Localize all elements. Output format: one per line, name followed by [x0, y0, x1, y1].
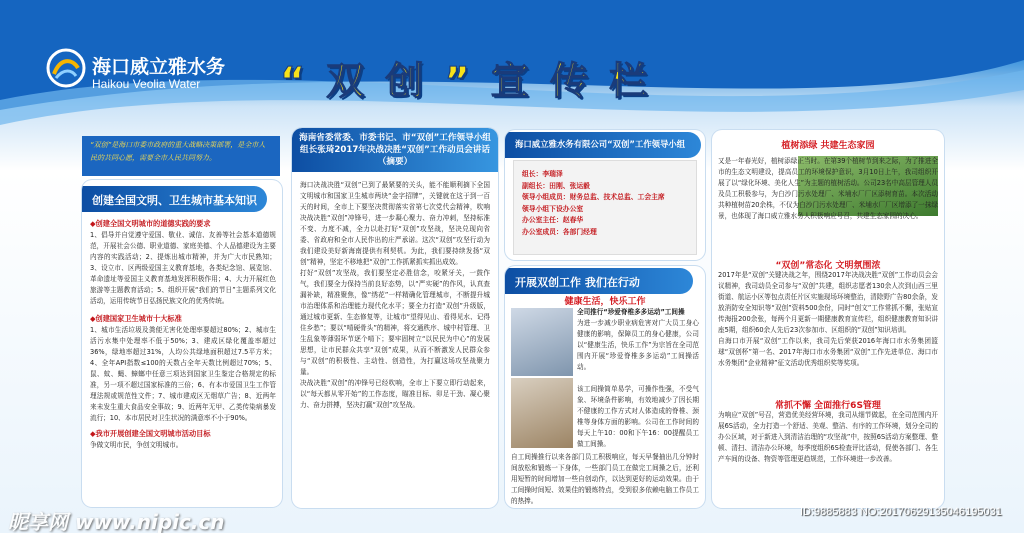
section-text-moral-practice: 1、倡导并自觉遵守爱国、敬业、诚信、友善等社会基本道德规范，开展社会公德、职业道德、家庭美德、个人品德建设为主要内容的实践活动；2、提炼出城市精神，并为广大市民熟知；3、设立市、区两级爱国主义教育基地，各类纪念馆、展览馆、革命遗址等爱国主义教育基地发挥积极作用；4、大力开展红色旅游等主题教育活动；5、组织开展“我们的节日”主题系列文化活动，运用传统节日弘扬民族文化的优秀传统。	[90, 231, 276, 305]
leader-line: 组长：李瑞泽	[522, 170, 563, 178]
speech-text: 海口决战决胜“双创”已到了最紧要的关头，能不能顺利摘下全国文明城市和国家卫生城市两块“金字招牌”，关键就在这于到一百天的时间，全市上下要坚决贯彻落实省第七次党代会精神，吹响决战决胜“双创”冲锋号，进一步凝心聚力、奋力冲刺，坚持标准不变、力度不减，全力以赴打好“双创”攻坚战，坚决兑现向省委、省政府和全市人民作出的庄严承诺。这次“双创”攻坚行动为我们建设美好新海南提供有利契机。为此，我们要持续发扬“双创”精神，坚定不移地把“双创”工作抓紧抓实抓出成效。 打好“双创”攻坚战，我们要坚定必胜信念，咬紧牙关，一鼓作气，我们要全力保持当前良好态势，以“严实硬”的作风，认真查漏补缺，精准聚焦，像“绣花”一样精确化管理城市，不断提升城市治理体系和治理能力现代化水平；要全力打造“双创”升级版，通过城市更新、生态修复等，让城市“望得见山、看得见水、记得住乡愁”；要以“啃硬骨头”的精神，将交通秩序、城中村管理、卫生乱象等薄弱环节逐个啃下；要牢固树立“以民民为中心”的发展思想，让市民群众共享“双创”成果，从而不断激发人民群众参与“双创”的积极性、主动性、创造性，为打赢这场攻坚战聚力量。 决战决胜“双创”的冲锋号已经吹响，全市上下要立即行动起来，以“每天都从零开始”的工作态度，瞄准目标、卯足干劲、凝心聚力、奋力拼搏，坚决打赢“双创”攻坚战。	[300, 181, 490, 409]
watermark-right: ID:9885883 NO:20170629135046195031	[800, 506, 1002, 518]
activity-text-1: 为进一步减少职业病危害对广大员工身心健康的影响，保障员工的身心健康，公司以“健康生活，快乐工作”为宗旨在全司范围内开展“珍爱脊椎多多运动”工间操活动。	[577, 319, 699, 371]
exercise-photo	[511, 308, 573, 376]
tree-planting-text: 又是一年春光好，植树添绿正当时。在第39个植树节到来之际，为了推进全市的生态文明建设，提高员工的环境保护意识，3月10日上午，我司组织开展了以“绿化环境、美化人生”为主题的植树活动。公司23名中高层管理人员及员工积极参与，为白沙门污水处理厂、米埔水厂厂区添树育苗。本次活动共种植树苗20余株，不仅为白沙门污水处理厂、米埔水厂厂区增添了一抹绿景，也体现了海口威立雅水务人积极响应号召，共建生态家园的决心。	[718, 157, 938, 220]
section-title-city-goal: ◆我市开展创建全国文明城市活动目标	[90, 429, 211, 438]
quote-box: “双创”是海口市委市政府的重大战略决策部署，是全市人民的共同心愿，需要全市人民共同努力。	[82, 136, 280, 176]
leader-line: 办公室主任：赵春华	[522, 216, 584, 224]
leader-line: 办公室成员：各部门经理	[522, 227, 597, 236]
tree-planting-title: 植树添绿 共建生态家园	[781, 141, 875, 151]
culture-title: “双创”常态化 文明氛围浓	[775, 261, 881, 271]
banner-civilization-knowledge: 创建全国文明、卫生城市基本知识	[82, 186, 267, 212]
page-title: “ 双 创 ” 宣 传 栏	[280, 59, 652, 103]
leader-line: 领导小组下设办公室	[522, 204, 584, 213]
veolia-logo-icon	[46, 48, 86, 88]
section-title-hygiene-standards: ◆创建国家卫生城市十大标准	[90, 314, 182, 323]
banner-leading-group: 海口威立雅水务有限公司“双创”工作领导小组	[505, 132, 701, 158]
watermark-left: 昵享网 www.nipic.cn	[8, 510, 225, 533]
culture-text: 2017年是“双创”关键决战之年，围绕2017年决战决胜“双创”工作动员会会议精神，我司动员全司参与“双创”共建，组织志愿者130余人次到山西三里街道、航运小区等包点责任片区实施现场环境整治，清除野广告80余条，发放消防安全知识等“双创”资料500余份，同时“创文”工作常抓不懈，张贴宣传海报200余张，每两个月更新一期健康教育宣传栏，组织健康教育知识讲座5期，组织60余人先后23次参加市、区组织的“双创”知识培训。 自海口市开展“双创”工作以来，我司先后荣获2016年海口市水务集团篮球“双创杯”第一名、2017年海口市水务集团“双创”工作先进单位、海口市水务集团“企业精神”征文活动优秀组织奖等奖项。	[718, 271, 938, 367]
company-name-en: Haikou Veolia Water	[92, 77, 201, 91]
panel-leading-group	[505, 130, 705, 260]
panel-activity	[505, 266, 705, 508]
group-photo	[511, 378, 573, 448]
leader-line: 领导小组成员：财务总监、技术总监、工会主席	[522, 193, 665, 201]
activity-subtitle: 全司推行“珍爱脊椎多多运动”工间操	[577, 308, 685, 316]
activity-text-2: 该工间操简单易学，可操作性强，不受气象、环境条件影响，有效地减少了因长期不健康的工作方式对人体造成的脊椎、颈椎等身体方面的影响。公司在工作时间的每天上午10：00和下午16：00提醒员工做工间操。	[577, 385, 699, 448]
leader-line: 副组长：田刚、张运毅	[522, 181, 590, 190]
company-name-cn: 海口威立雅水务	[92, 56, 226, 78]
section-text-city-goal: 争做文明市民，争创文明城市。	[90, 441, 183, 449]
banner-activity: 开展双创工作 我们在行动	[505, 268, 693, 294]
activity-text-3: 自工间操推行以来各部门员工积极响应，每天早餐抽出几分钟时间放松和锻炼一下身体，一些部门员工在做完工间操之后，还利用短暂的时间增加一些自创动作，以达到更好的运动效果。由于工间操时间短、效果佳的锻炼特点，受到很多依赖电脑工作员工的热捧。	[511, 453, 699, 505]
panel-civilization-knowledge	[82, 180, 282, 507]
six-s-title: 常抓不懈 全面推行6S管理	[775, 401, 881, 411]
panel-speech-summary	[292, 128, 498, 508]
activity-title: 健康生活，快乐工作	[564, 297, 646, 307]
speech-header: 海南省委常委、市委书记、市“双创”工作领导小组组长张琦2017年决战决胜“双创”工作动员会讲话（摘要）	[292, 128, 498, 172]
six-s-text: 为响应“双创”号召，营造优美经营环境，我司从细节做起，在全司范围内开展6S活动，全力打造一个舒适、美观、整洁、有序的工作环境，划分全司的办公区域，对于新进入到清洁治理的“攻坚战”中，按照6S活动方案整理、整顿、清扫、清洁办公环境，每季度组织6S检查评比活动，促使各部门、各生产车间的设备、物资等管理更趋规范，工作环境进一步改善。	[718, 411, 938, 463]
leading-group-list	[513, 160, 697, 255]
section-text-hygiene-standards: 1、城市生活垃圾及粪便无害化处理率要超过80%；2、城市生活污水集中处理率不低于50%；3、建成区绿化覆盖率超过36%，绿地率超过31%，人均公共绿地面积超过7.5平方米；4、全年API指数≤100的天数占全年天数比例超过70%；5、鼠、蚊、蝇、蟑螂中任意三项达到国家卫生鉴定合格规定的标准，另一项不超过国家标准的三倍；6、有本市爱国卫生工作管理法规或规范性文件；7、城市建成区无烟草广告；8、近两年来未发生重大食品安全事故；9、近两年无甲、乙类传染病暴发流行；10、本市居民对卫生状况的满意率不小于90%。	[90, 326, 276, 422]
panel-ecology-culture	[712, 130, 944, 508]
section-title-moral-practice: ◆创建全国文明城市的道德实践的要求	[90, 219, 211, 228]
